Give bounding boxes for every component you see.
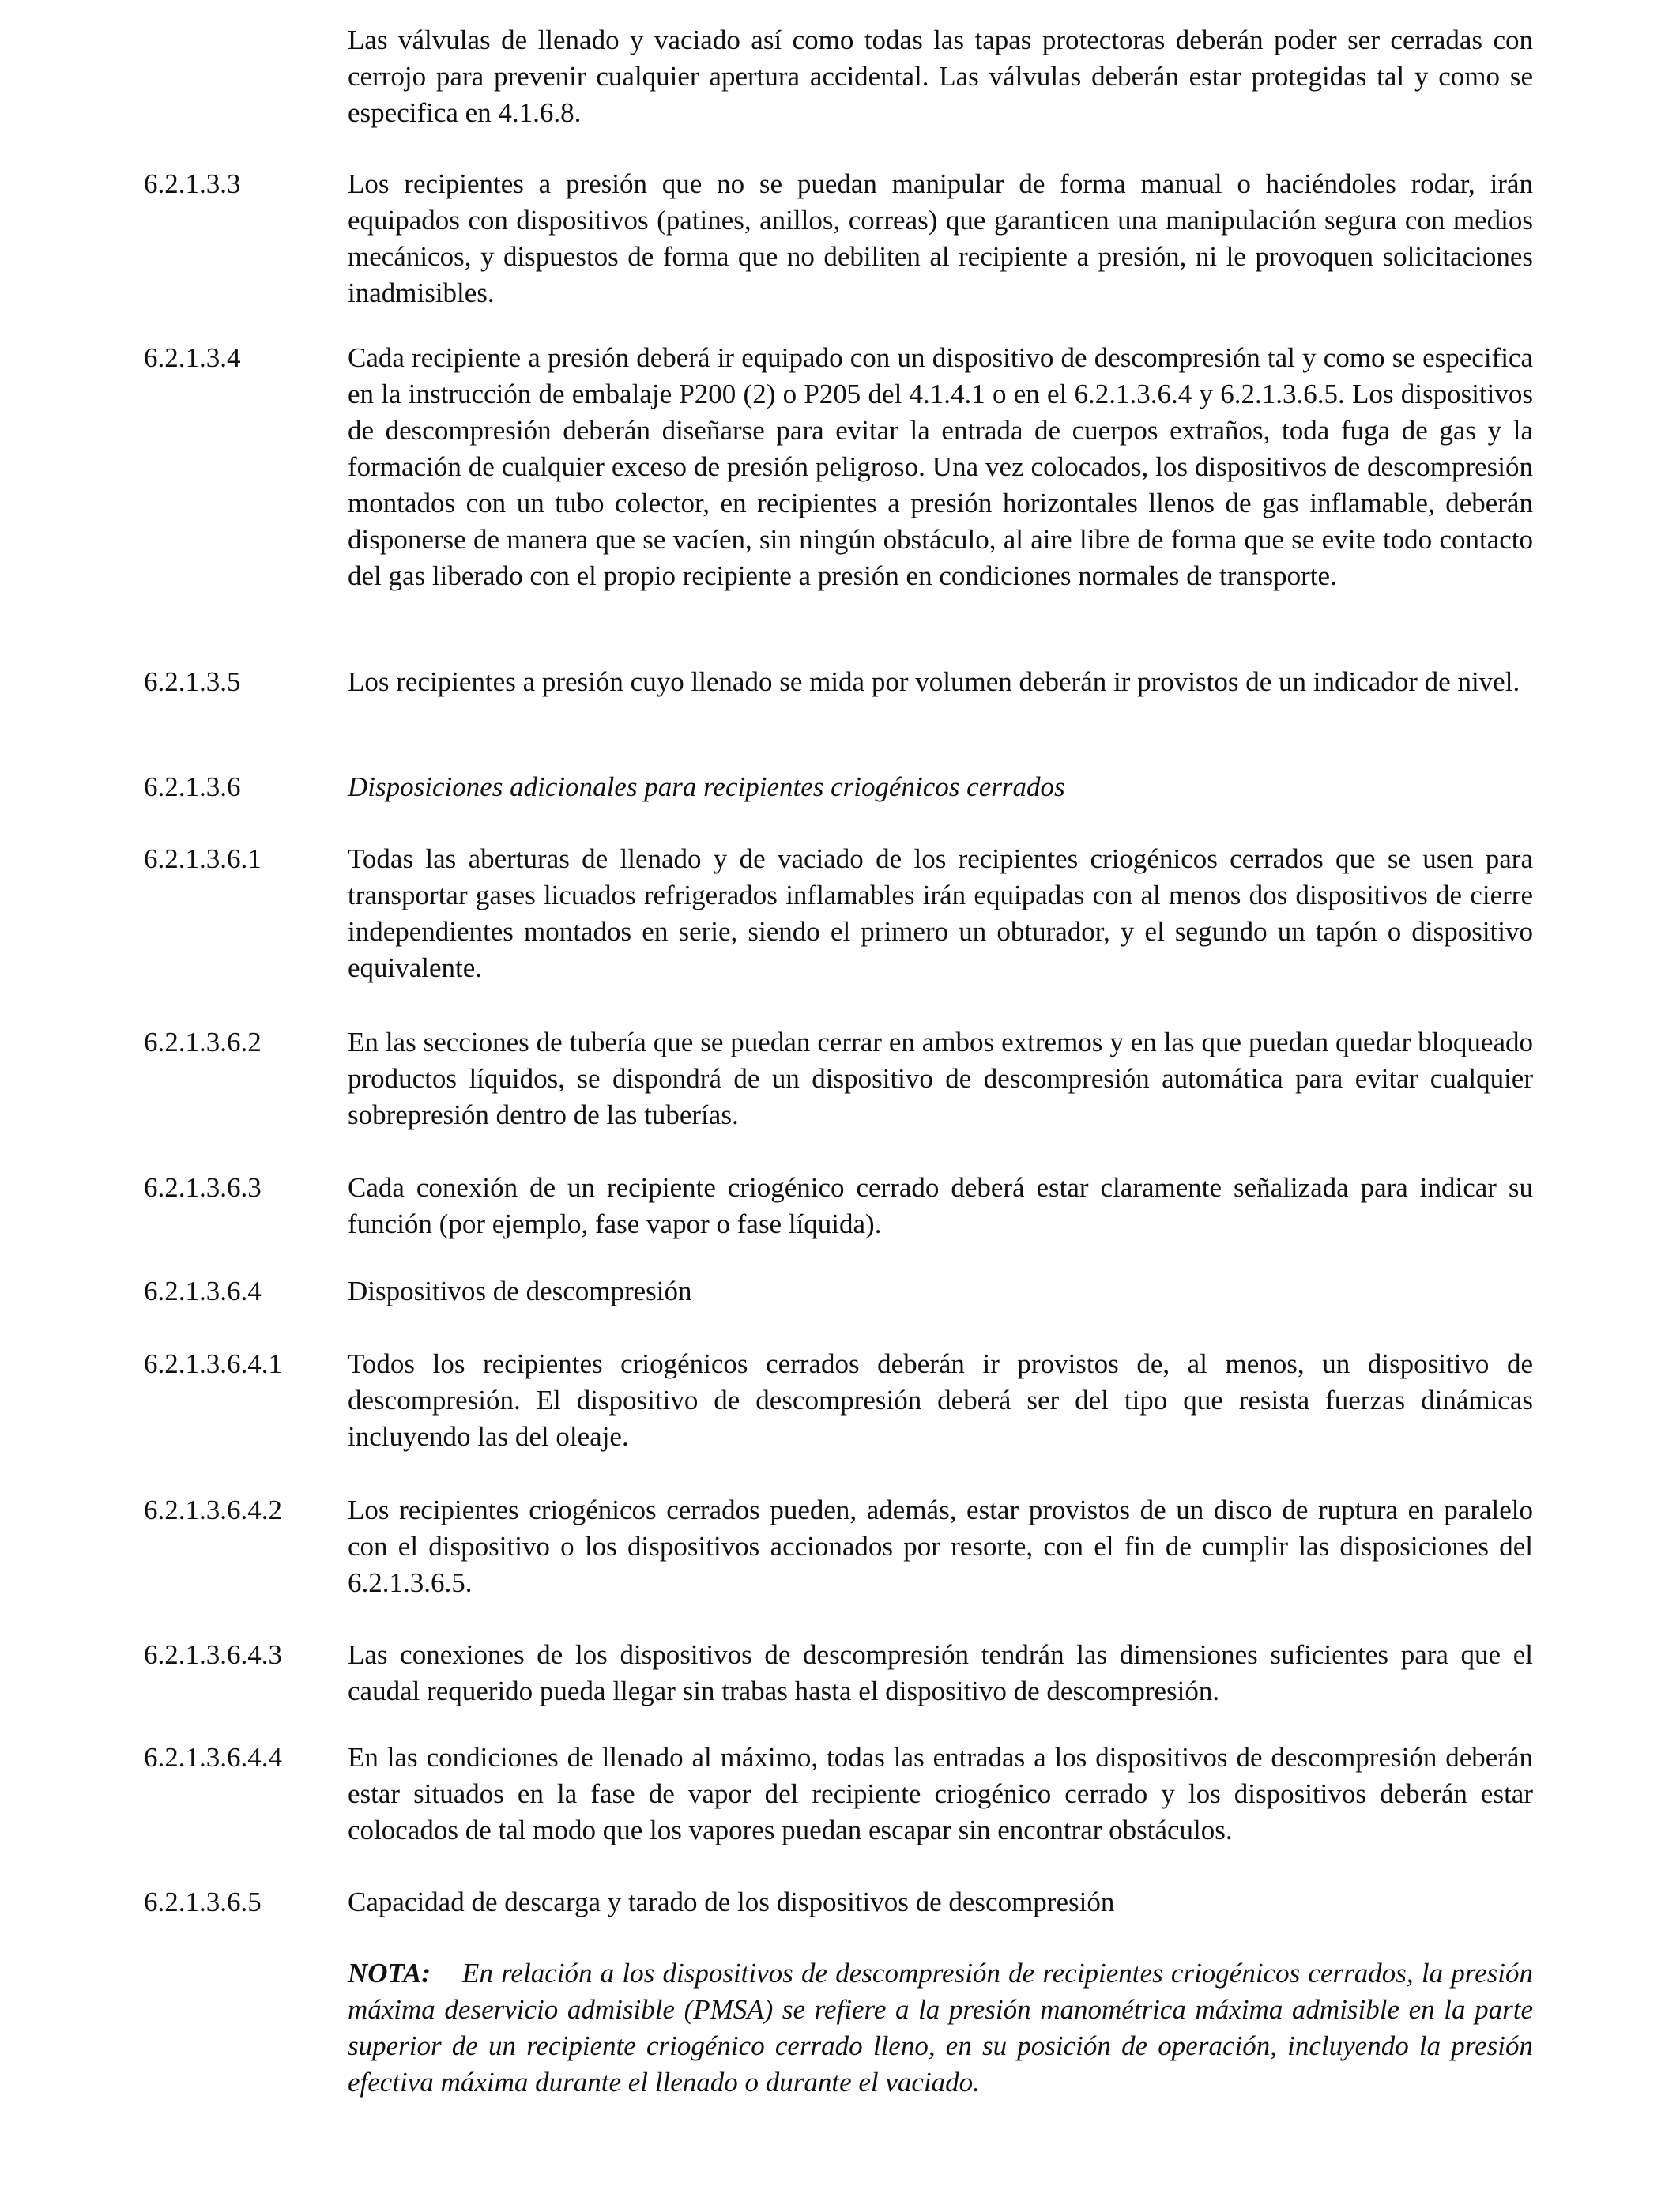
intro-text: Las válvulas de llenado y vaciado así como todas las tapas protectoras deberán poder ser cerradas con cerrojo para prevenir cualquier apertura accidental. Las válvulas deberán estar protegidas tal y como se especifica en 4.1.6.8. xyxy=(348,25,1533,128)
note-body: En relación a los dispositivos de descompresión de recipientes criogénicos cerrados, la presión máxima deservicio admisible (PMSA) se refiere a la presión manométrica máxima admisible en la parte superior de un recipiente criogénico cerrado lleno, en su posición de operación, incluyendo la presión efectiva máxima durante el llenado o durante el vaciado. xyxy=(348,1958,1533,2098)
section-heading: Capacidad de descarga y tarado de los dispositivos de descompresión xyxy=(348,1887,1115,1917)
section-number: 6.2.1.3.6.3 xyxy=(144,1172,262,1203)
section-number: 6.2.1.3.6.4 xyxy=(144,1276,262,1306)
section-number: 6.2.1.3.6.1 xyxy=(144,843,262,874)
section-text: En las condiciones de llenado al máximo, todas las entradas a los dispositivos de descompresión deberán estar situados en la fase de vapor del recipiente criogénico cerrado y los dispositivos deberán estar colocados de tal modo que los vapores puedan escapar sin encontrar obstáculos. xyxy=(348,1742,1533,1845)
section-heading: Disposiciones adicionales para recipientes criogénicos cerrados xyxy=(348,771,1065,802)
section-text: En las secciones de tubería que se puedan cerrar en ambos extremos y en las que puedan quedar bloqueado productos líquidos, se dispondrá de un dispositivo de descompresión automática para evitar cualquier sobrepresión dentro de las tuberías. xyxy=(348,1027,1533,1130)
section-number: 6.2.1.3.6.4.2 xyxy=(144,1495,282,1525)
section-text: Las conexiones de los dispositivos de descompresión tendrán las dimensiones suficientes para que el caudal requerido pueda llegar sin trabas hasta el dispositivo de descompresión. xyxy=(348,1639,1533,1706)
section-text: Todas las aberturas de llenado y de vaciado de los recipientes criogénicos cerrados que se usen para transportar gases licuados refrigerados inflamables irán equipadas con al menos dos dispositivos de cierre independientes montados en serie, siendo el primero un obturador, y el segundo un tapón o dispositivo equivalente. xyxy=(348,843,1533,983)
section-number: 6.2.1.3.6.5 xyxy=(144,1887,262,1917)
section-text: Cada conexión de un recipiente criogénico cerrado deberá estar claramente señalizada para indicar su función (por ejemplo, fase vapor o fase líquida). xyxy=(348,1172,1533,1239)
section-heading: Dispositivos de descompresión xyxy=(348,1276,692,1306)
section-number: 6.2.1.3.4 xyxy=(144,342,241,373)
note-text-block xyxy=(348,1955,1533,2101)
section-text: Los recipientes a presión cuyo llenado se mida por volumen deberán ir provistos de un indicador de nivel. xyxy=(348,666,1520,697)
section-number: 6.2.1.3.5 xyxy=(144,666,241,697)
section-text: Los recipientes a presión que no se puedan manipular de forma manual o haciéndoles rodar, irán equipados con dispositivos (patines, anillos, correas) que garanticen una manipulación segura con medios mecánicos, y dispuestos de forma que no debiliten al recipiente a presión, ni le provoquen solicitaciones inadmisibles. xyxy=(348,168,1533,308)
section-number: 6.2.1.3.3 xyxy=(144,168,241,199)
section-number: 6.2.1.3.6.2 xyxy=(144,1027,262,1057)
section-number: 6.2.1.3.6.4.3 xyxy=(144,1639,282,1670)
section-number: 6.2.1.3.6.4.4 xyxy=(144,1742,282,1773)
section-number: 6.2.1.3.6.4.1 xyxy=(144,1348,282,1379)
section-text: Los recipientes criogénicos cerrados pueden, además, estar provistos de un disco de ruptura en paralelo con el dispositivo o los dispositivos accionados por resorte, con el fin de cumplir las disposiciones del 6.2.1.3.6.5. xyxy=(348,1495,1533,1598)
section-text: Cada recipiente a presión deberá ir equipado con un dispositivo de descompresión tal y como se especifica en la instrucción de embalaje P200 (2) o P205 del 4.1.4.1 o en el 6.2.1.3.6.4 y 6.2.1.3.6.5. Los dispositivos de descompresión deberán diseñarse para evitar la entrada de cuerpos extraños, toda fuga de gas y la formación de cualquier exceso de presión peligroso. Una vez colocados, los dispositivos de descompresión montados con un tubo colector, en recipientes a presión horizontales llenos de gas inflamable, deberán disponerse de manera que se vacíen, sin ningún obstáculo, al aire libre de forma que se evite todo contacto del gas liberado con el propio recipiente a presión en condiciones normales de transporte. xyxy=(348,342,1533,591)
note-label: NOTA: xyxy=(348,1958,431,1989)
section-text: Todos los recipientes criogénicos cerrados deberán ir provistos de, al menos, un dispositivo de descompresión. El dispositivo de descompresión deberá ser del tipo que resista fuerzas dinámicas incluyendo las del oleaje. xyxy=(348,1348,1533,1452)
section-number: 6.2.1.3.6 xyxy=(144,771,241,802)
